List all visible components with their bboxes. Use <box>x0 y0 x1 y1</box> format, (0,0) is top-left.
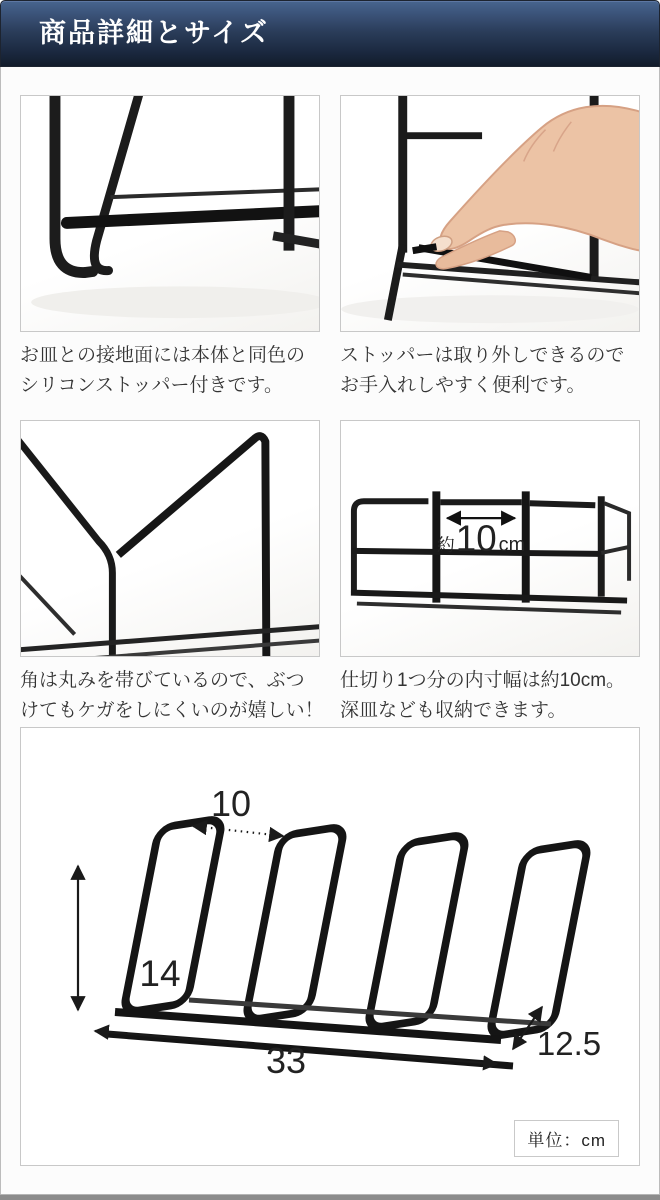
caption-line: 角は丸みを帯びているので、ぶつ <box>20 670 305 691</box>
caption-line: 深皿なども収納できます。 <box>340 700 567 721</box>
inner-width-annotation <box>437 518 525 559</box>
caption-rounded-corner <box>20 666 324 726</box>
photo-hand-removing-stopper <box>340 95 640 332</box>
annotation-value: 10 <box>455 517 497 559</box>
feature-cell-divider-width <box>340 420 640 726</box>
caption-line: ストッパーは取り外しできるので <box>340 345 625 366</box>
caption-line: お皿との接地面には本体と同色の <box>20 345 306 366</box>
content-area <box>0 67 660 1194</box>
annotation-prefix: 約 <box>436 534 455 555</box>
caption-stopper <box>20 341 320 401</box>
inner-width-arrow <box>193 826 283 836</box>
annotation-unit: cm <box>498 533 526 556</box>
section-header-bar <box>0 0 660 67</box>
dimension-label-height: 14 <box>139 953 181 994</box>
photo-rounded-corner <box>20 420 320 657</box>
caption-line: お手入れしやすく便利です。 <box>340 375 586 396</box>
caption-divider-width <box>340 666 640 726</box>
photo-silicone-stopper <box>20 95 320 332</box>
caption-removable <box>340 341 640 401</box>
hand-removing-stopper-illustration <box>341 96 639 331</box>
dimension-label-inner-width: 10 <box>210 783 252 824</box>
caption-line: けてもケガをしにくいのが嬉しい！ <box>20 700 324 721</box>
page-title: 商品詳細とサイズ <box>39 18 269 48</box>
dimension-label-width: 33 <box>265 1040 307 1081</box>
caption-line: シリコンストッパー付きです。 <box>20 375 283 396</box>
dimension-diagram <box>21 728 639 1165</box>
divider-width-illustration <box>341 421 639 656</box>
rack-base-closeup-illustration <box>21 96 319 331</box>
rounded-corner-illustration <box>21 421 319 656</box>
feature-cell-stopper <box>20 95 320 401</box>
feature-grid <box>20 95 641 726</box>
caption-line: 仕切り1つ分の内寸幅は約10cm。 <box>340 670 626 691</box>
photo-divider-width <box>340 420 640 657</box>
rack-wireframe <box>107 818 589 1066</box>
bottom-divider-strip <box>0 1194 660 1200</box>
dimension-label-depth: 12.5 <box>536 1025 602 1062</box>
width-arrow-right <box>325 1050 497 1064</box>
dimension-diagram-panel <box>20 727 640 1166</box>
unit-label-box: 単位：cm <box>514 1120 619 1157</box>
feature-cell-removable <box>340 95 640 401</box>
feature-cell-rounded-corner <box>20 420 324 726</box>
